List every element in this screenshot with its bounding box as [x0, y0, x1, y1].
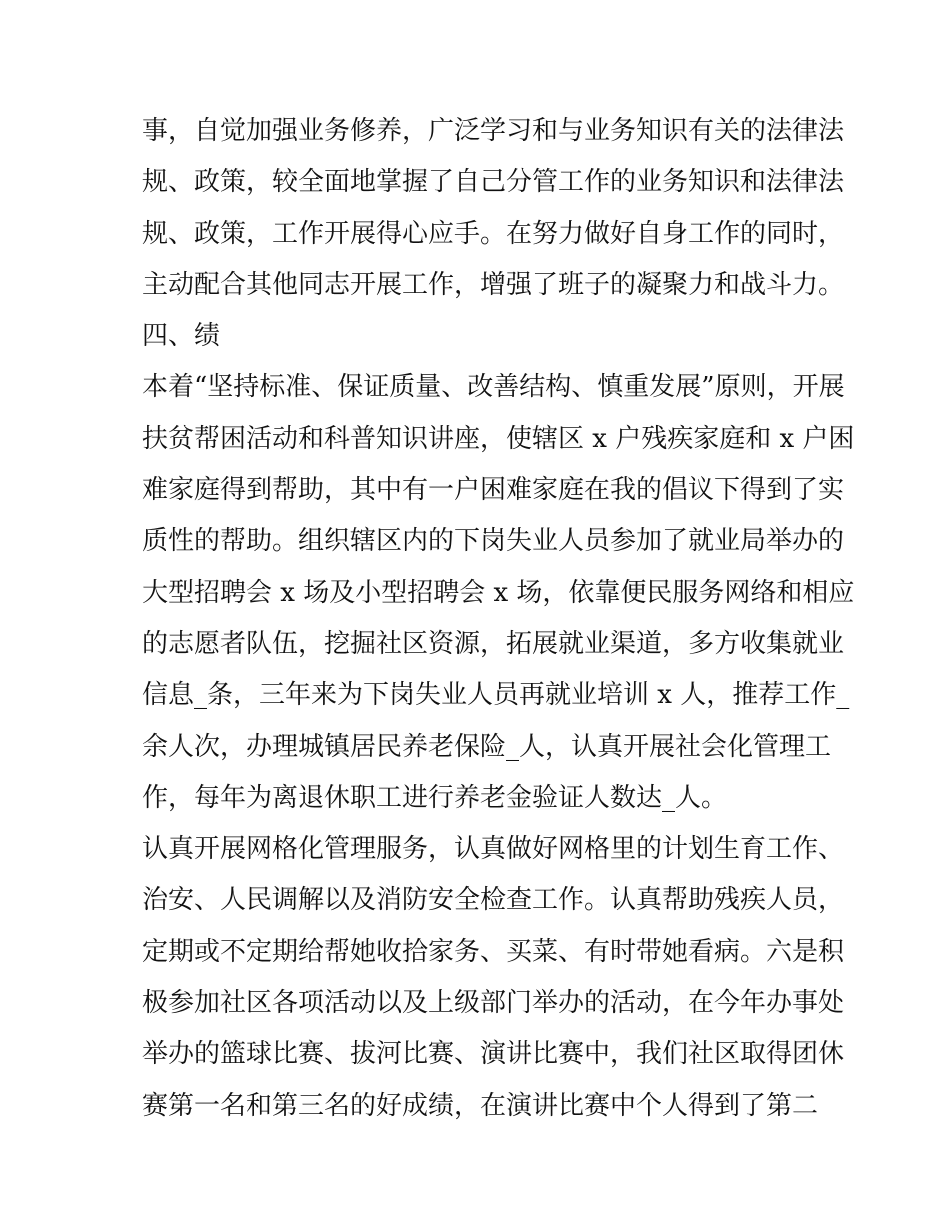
- text-line: 作，每年为离退休职工进行养老金验证人数达_人。: [142, 782, 728, 813]
- text-line: 赛第一名和第三名的好成绩，在演讲比赛中个人得到了第二: [142, 1090, 819, 1121]
- text-line: 主动配合其他同志开展工作，增强了班子的凝聚力和战斗力。: [142, 269, 845, 300]
- text-line: 本着“坚持标准、保证质量、改善结构、慎重发展”原则，开展: [142, 372, 845, 403]
- text-line: 治安、人民调解以及消防安全检查工作。认真帮助残疾人员，: [142, 885, 845, 916]
- text-line: 余人次，办理城镇居民养老保险_人，认真开展社会化管理工: [142, 731, 832, 762]
- text-line: 规、政策，较全面地掌握了自己分管工作的业务知识和法律法: [142, 167, 845, 198]
- text-line: 定期或不定期给帮她收拾家务、买菜、有时带她看病。六是积: [142, 936, 845, 967]
- text-line: 事，自觉加强业务修养，广泛学习和与业务知识有关的法律法: [142, 116, 845, 146]
- text-line: 极参加社区各项活动以及上级部门举办的活动，在今年办事处: [142, 988, 845, 1019]
- text-line: 信息_条，三年来为下岗失业人员再就业培训 x 人，推荐工作_: [142, 680, 850, 711]
- document-body: [142, 106, 855, 1132]
- text-line: 大型招聘会 x 场及小型招聘会 x 场，依靠便民服务网络和相应: [142, 577, 855, 608]
- text-line: 的志愿者队伍，挖掘社区资源，拓展就业渠道，多方收集就业: [142, 628, 845, 659]
- section-heading: 四、绩: [142, 321, 221, 352]
- text-line: 规、政策，工作开展得心应手。在努力做好自身工作的同时，: [142, 218, 845, 249]
- text-line: 举办的篮球比赛、拔河比赛、演讲比赛中，我们社区取得团休: [142, 1039, 845, 1070]
- text-line: 难家庭得到帮助，其中有一户困难家庭在我的倡议下得到了实: [142, 475, 845, 506]
- text-line: 认真开展网格化管理服务，认真做好网格里的计划生育工作、: [142, 834, 845, 865]
- text-line: 质性的帮助。组织辖区内的下岗失业人员参加了就业局举办的: [142, 526, 845, 557]
- text-line: 扶贫帮困活动和科普知识讲座，使辖区 x 户残疾家庭和 x 户困: [142, 423, 855, 454]
